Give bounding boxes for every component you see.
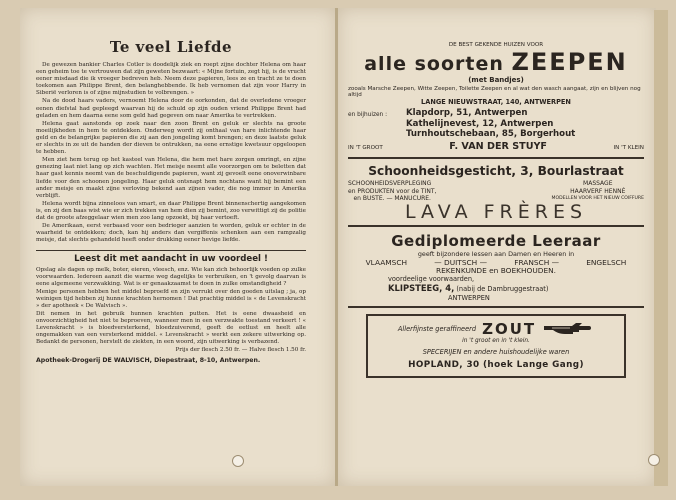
divider [36,250,306,251]
subject: ENGELSCH [586,257,627,267]
leeraar-city: ANTWERPEN [448,294,490,303]
maker-left: IN 'T GROOT [348,144,383,151]
story-text [36,62,306,244]
schoonheid-right-line: MODELLEN VOOR HET NIEUW COIFFURE [551,196,644,202]
story-paragraph: Men ziet hem terug op het kasteel van Helena, die hem met hare zorgen omringt, en zijne genezing laat niet lang op zich wachten. Het meisje neemt alle voorzorgen om te beletten dat haar gast kennis neemt van de beschuldigende papieren, want zij gevoelt eene onoverwinbare liefde voor den schoonen jongeling. Haar geluk ontsnapt hem nochtans want hij bemint een ander meisje en maakt zijne verloving bekend aan zijnen vader, die nog immer in Amerika verblijft. [36,157,306,199]
zeepen-ad [348,42,644,152]
page-edges [654,10,668,486]
zeepen-subhead: (met Bandjes) [468,76,524,84]
lava-freres-brand: LAVA FRÈRES [404,201,588,224]
subject: VLAAMSCH [365,257,408,267]
schoonheid-right-line: HAARVERF HENNÉ [570,187,626,195]
zout-pre: Allerfijnste geraffineerd [397,325,477,334]
branches-label: en bijhuizen : [348,112,388,118]
zout-sub: in 't groot en in 't klein. [462,338,530,345]
divider [348,225,644,227]
leeraar-line3: REKENKUNDE en BOEKHOUDEN. [435,265,557,275]
leeraar-title: Gediplomeerde Leeraar [391,232,601,251]
ad-paragraph: Menige personen hebben het middel beproefd en zijn verrukt over den goeden uitslag ; ja, op weinigen tijd hebben zij hunne krachten hernomen ! Dat prachtig middel is « de Levenskracht » der apotheek « De Walvisch ». [36,289,306,310]
story-title: Te veel Liefde [109,38,233,56]
schoonheid-left-line: en BUSTE. — MANUCURE. [353,195,431,203]
leeraar-line4: voordeelige voorwaarden, [388,275,475,284]
story-paragraph: Helena wordt bijna zinneloos van smart, en daar Philippe Brent binnenschertig aangekomen is, en zij den baas wist wie er zich trekken van hem dien zij bemint, zoo verwittigt zij de politie dat de groote afzeggelaar wien men zoo lang opzoekt, bij haar vertoeft. [36,200,306,221]
leeraar-ad [348,232,644,303]
zeepen-maker-line [348,141,644,152]
zeepen-street: LANGE NIEUWSTRAAT, 140, ANTWERPEN [421,98,571,106]
subject: — DUITSCH — [434,257,487,267]
zout-spec: SPECERIJEN en andere huishoudelijke waren [422,348,570,357]
schoonheid-left-line: SCHOONHEIDSVERPLEGING [348,179,432,187]
schoonheid-title: Schoonheidsgesticht, 3, Bourlastraat [368,163,624,178]
schoonheid-right-line: MASSAGE [583,179,613,187]
story-paragraph: De Amerikaan, eerst verbaasd voor een bedrieger aanzien te worden, geluk er echter in de waarheid te ontdekken; doch, kan hij anders dan vergiffenis schenken aan een rampzalig meisje, dat slechts gehandeld heeft onder drukking eener hevige liefde. [36,223,306,244]
ad-title: Leest dit met aandacht in uw voordeel ! [74,254,268,265]
binding-hole-left [232,455,244,467]
zout-ad [366,314,626,378]
binding-hole-right [648,454,660,466]
leeraar-address: KLIPSTEEG, 4, [388,283,455,294]
ad-paragraph: Dit nemen in het gebruik hunnen krachten putten. Het is eene dwaasheid en onvoorzichtigheid het niet te beproeven, wanneer men in een verzwakte toestand verkeert ! « Levenskracht » is bloedversterkend, bloedzuiverend, geeft de eetlust en heelt alle ongemakken van een versterkend middel. « Levenskracht » werkt een zekere uitwerking op. Bedankt de personen, herstelt de ziekten, in een woord, zijn uitwerking is verbazend. [36,311,306,346]
schoonheid-ad [348,164,644,223]
zeepen-branches [348,108,644,140]
ad-prices: Prijs der flesch 2.50 fr. — Halve flesch 1.50 fr. [175,347,306,354]
branch-address: Kathelijnevest, 12, Antwerpen [406,118,554,129]
right-page-content [348,42,644,378]
divider [348,306,644,308]
zout-address: HOPLAND, 30 (hoek Lange Gang) [408,360,584,371]
left-page-content [36,30,306,364]
pointing-hand-icon [542,321,594,337]
ad-footer: Apotheek-Drogerij DE WALVISCH, Diepestraat, 8-10, Antwerpen. [36,357,261,365]
zout-word: ZOUT [482,320,537,339]
zeepen-line1: zooals Marsche Zeepen, Witte Zeepen, Toilette Zeepen en al wat den wasch aangaat, zijn en blijven nog altijd [348,86,641,98]
story-paragraph: De gewezen bankier Charles Cotler is doodelijk ziek en roept zijne dochter Helena om haar een geheim toe te vertrouwen dat zijn geweten bezwaart: « Mijne fortuin, zegt hij, is de vrucht eener misdaad die ik vroeger bedreven heb. Neem deze papieren, lees ze en tracht ze te doen toekomen aan Philippe Brent, den belanghebbende. Ik heb vernomen dat zijn voor Harry in Siberië verloren is of zijne mijnstudien te volbrengen. » [36,62,306,97]
zeepen-headline-prefix: alle soorten [364,53,504,75]
zeepen-headline-main: ZEEPEN [511,48,628,76]
maker-right: IN 'T KLEIN [613,144,644,151]
ad-body [36,267,306,346]
zeepen-kicker: DE BEST GEKENDE HUIZEN VOOR [448,42,544,48]
zeepen-headline [348,48,644,76]
leeraar-line1: geeft bijzondere lessen aan Damen en Heeren in [417,250,575,259]
divider [348,157,644,159]
branch-address: Turnhoutschebaan, 85, Borgerhout [406,129,576,140]
branch-address: Klapdorp, 51, Antwerpen [406,108,528,118]
leeraar-address-note: (nabij de Dambruggestraat) [456,285,549,294]
maker-name: F. VAN DER STUYF [449,140,547,152]
subject: FRANSCH — [514,257,560,267]
ad-paragraph: Opslag als dagen op melk, boter, eieren, vleesch, enz. Wie kan zich behoorlijk voeden op zulke voorwaarden. Iedereen aanzit die warme weg dagelijks te verbruiken, en 't gevolg daarvan is eene algemeene verzwakking. Wat is er genaakzaamst te doen in zulke omstandigheid ? [36,267,306,288]
schoonheid-left-line: en PRODUKTEN voor de TINT, [348,187,437,195]
story-paragraph: Helena gaat aanstonds op zoek naar den zoon Brent en geluk er slechts na groote moeilijkheden in hem te ontdekken. Onderweg wordt zij onthaal van hare inlichtende haar geld en de belangrijke papieren die zij aan den jongeling komt brengen; en deze laatste geluk er slechts in ze uit de handen der dieven te ontrukken, na eene ernstige kwetsuur opgeloopen te hebben. [36,120,306,156]
story-paragraph: Na de dood haars vaders, vernoemt Helena door de oorkonden, dat de overledene vroeger eenen diefstal had gepleegd waarvan hij de schuld op zijn ouden vriend Philippe Brent had geladen en hem daarna eene som geld had gegeven om naar Amerika te vertrekken. [36,98,306,119]
